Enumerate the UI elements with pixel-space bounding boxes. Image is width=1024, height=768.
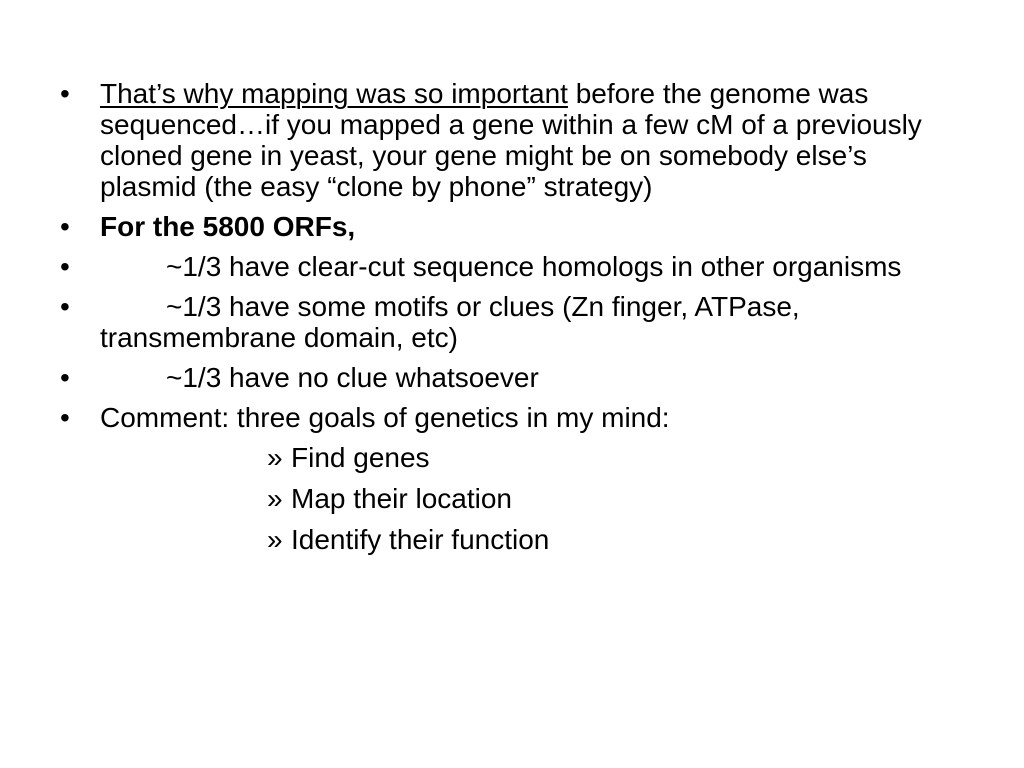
- bullet-text-bold: For the 5800 ORFs,: [100, 211, 356, 242]
- bullet-marker: •: [60, 251, 70, 282]
- bullet-item-no-clue: [60, 362, 960, 393]
- bullet-item-homologs: [60, 251, 960, 282]
- sub-item-identify-function: [60, 524, 960, 555]
- bullet-marker: •: [60, 402, 70, 433]
- bullet-item-motifs: [60, 291, 960, 353]
- bullet-text: ~1/3 have clear-cut sequence homologs in other organisms: [166, 251, 902, 282]
- bullet-text: ~1/3 have no clue whatsoever: [166, 362, 539, 393]
- sub-item-text: Identify their function: [291, 524, 550, 555]
- bullet-list: [60, 78, 960, 565]
- bullet-item-comment: [60, 402, 960, 433]
- sub-marker: »: [267, 483, 283, 514]
- sub-item-map-location: [60, 483, 960, 514]
- bullet-marker: •: [60, 78, 70, 109]
- bullet-text: before the genome was sequenced…if you mapped a gene within a few cM of a previously cloned gene in yeast, your gene might be on somebody else’s plasmid (the easy “clone by phone” strategy): [100, 78, 922, 202]
- sub-marker: »: [267, 442, 283, 473]
- bullet-marker: •: [60, 362, 70, 393]
- bullet-marker: •: [60, 211, 70, 242]
- bullet-text: Comment: three goals of genetics in my mind:: [100, 402, 670, 433]
- bullet-item-orfs: [60, 211, 960, 242]
- sub-marker: »: [267, 524, 283, 555]
- sub-item-find-genes: [60, 442, 960, 473]
- bullet-text: ~1/3 have some motifs or clues (Zn finger, ATPase, transmembrane domain, etc): [100, 291, 800, 353]
- bullet-marker: •: [60, 291, 70, 322]
- bullet-lead-underlined: That’s why mapping was so important: [100, 78, 568, 109]
- sub-item-text: Find genes: [291, 442, 430, 473]
- sub-item-text: Map their location: [291, 483, 513, 514]
- bullet-item-mapping: [60, 78, 960, 202]
